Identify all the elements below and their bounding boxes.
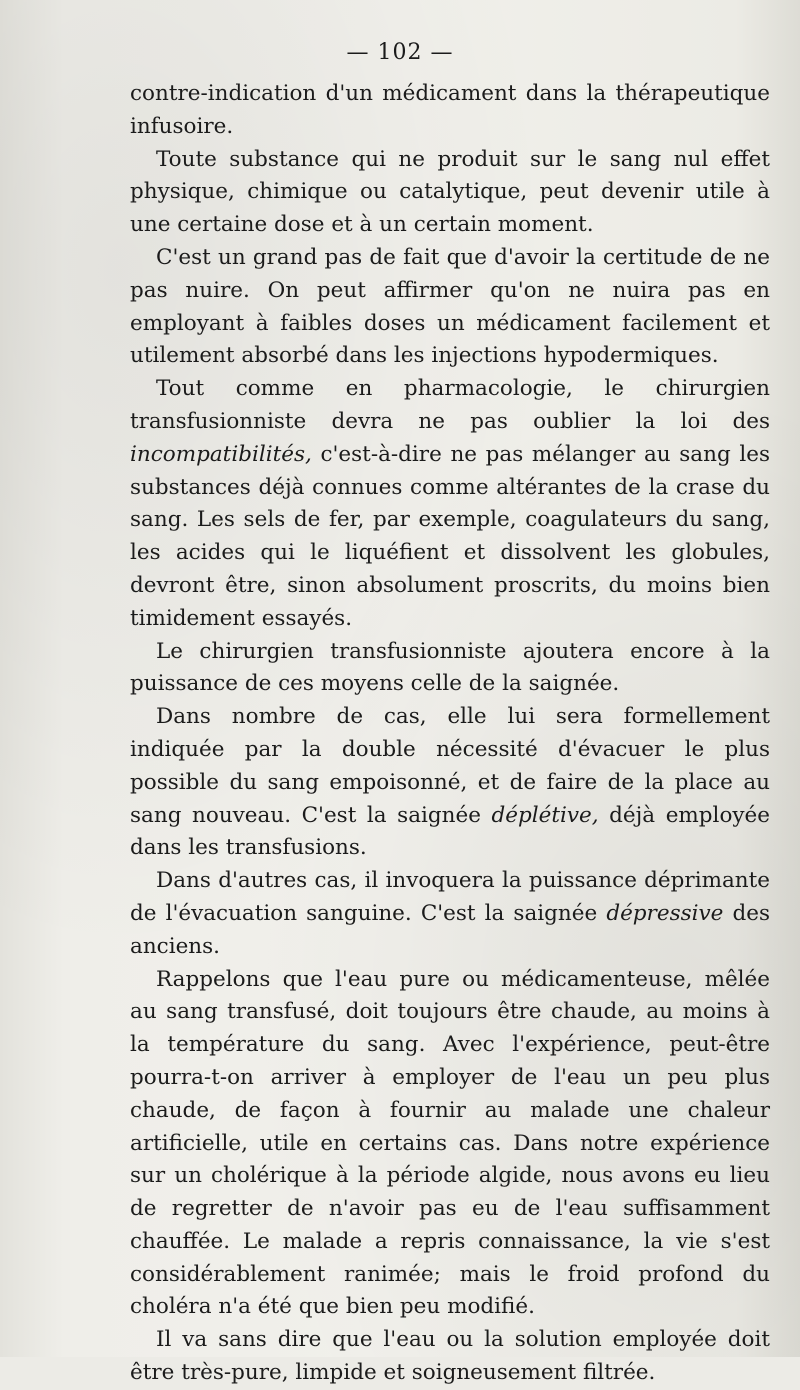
text-segment: Il va sans dire que l'eau ou la solution employée doit être très-pure, limpide et soigneusement filtrée. [130,1327,770,1386]
page-number: — 102 — [346,40,454,65]
text-segment: déjà employée dans les transfusions. [130,802,770,861]
text-segment: Toute substance qui ne produit sur le sang nul effet physique, chimique ou catalytique, peut devenir utile à une certaine dose et à un certain moment. [130,146,770,238]
paragraph-p3 [130,242,770,373]
text-segment: contre-indication d'un médicament dans la thérapeutique infusoire. [130,81,770,139]
text-segment: Dans d'autres cas, il invoquera la puissance déprimante de l'évacuation sanguine. C'est la saignée [130,868,770,926]
italic-term: déplétive, [491,802,599,828]
italic-term: incompatibilités, [130,441,312,467]
paragraph-p8 [130,964,770,1325]
paragraph-p9 [130,1324,770,1390]
paragraph-p5 [130,636,770,702]
paragraph-p4 [130,373,770,635]
text-segment: Tout comme en pharmacologie, le chirurgien transfusionniste devra ne pas oublier la loi des [130,376,770,434]
paragraph-p7 [130,865,770,963]
italic-term: dépressive [606,900,724,926]
paragraph-p2 [130,144,770,242]
text-segment: Rappelons que l'eau pure ou médicamenteuse, mêlée au sang transfusé, doit toujours être chaude, au moins à la température du sang. Avec l'expérience, peut-être pourra-t-on arriver à employer de l'eau un peu plus chaude, de façon à fournir au malade une chaleur artificielle, utile en certains cas. Dans notre expérience sur un cholérique à la période algide, nous avons eu lieu de regretter de n'avoir pas eu de l'eau suffisamment chauffée. Le malade a repris connaissance, la vie s'est considérablement ranimée; mais le froid profond du choléra n'a été que bien peu modifié. [130,966,770,1320]
paragraph-p1 [130,78,770,144]
text-segment: c'est-à-dire ne pas mélanger au sang les substances déjà connues comme altérantes de la crase du sang. Les sels de fer, par exemple, coagulateurs du sang, les acides qui le liquéfient et dissolvent les globules, devront être, sinon absolument proscrits, du moins bien timidement essayés. [130,441,770,631]
text-segment: des anciens. [130,900,770,959]
text-segment: C'est un grand pas de fait que d'avoir la certitude de ne pas nuire. On peut affirmer qu'on ne nuira pas en employant à faibles doses un médicament facilement et utilement absorbé dans les injections hypodermiques. [130,244,770,369]
text-segment: Le chirurgien transfusionniste ajoutera encore à la puissance de ces moyens celle de la saignée. [130,638,770,697]
text-segment: Dans nombre de cas, elle lui sera formellement indiquée par la double nécessité d'évacuer le plus possible du sang empoisonné, et de faire de la place au sang nouveau. C'est la saignée [130,704,770,828]
body-text [130,78,770,1390]
paragraph-p6 [130,701,770,865]
